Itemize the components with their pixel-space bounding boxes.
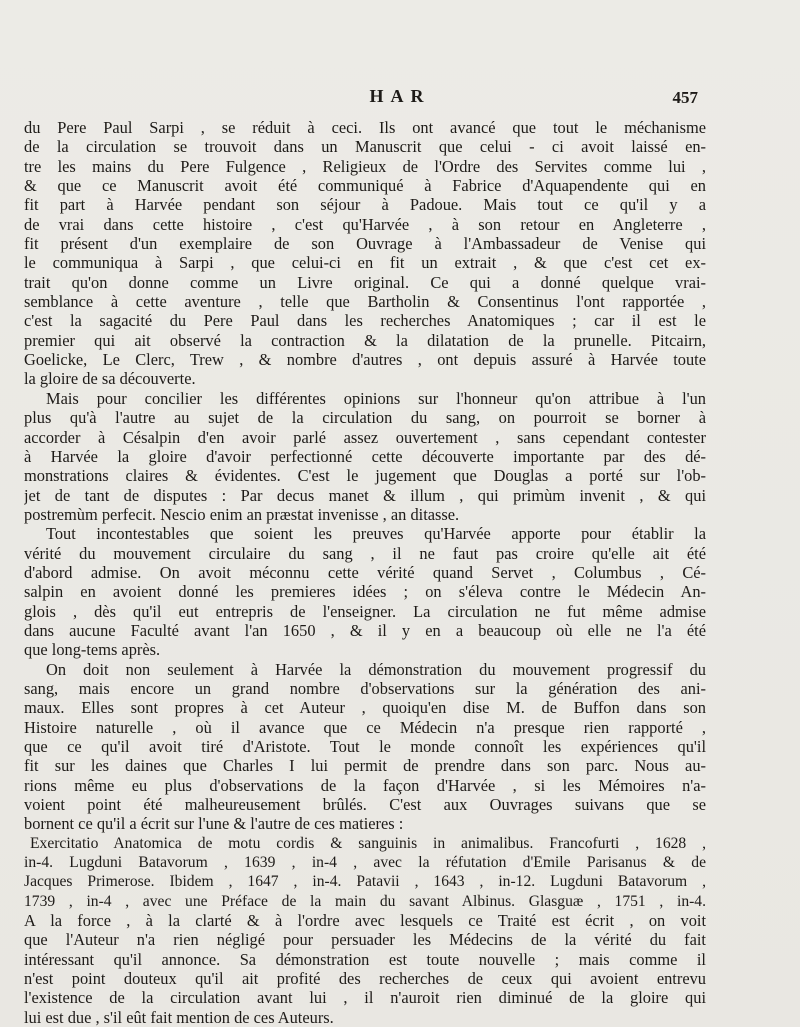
text-line: Exercitatio Anatomica de motu cordis & sanguinis in animalibus. Francofurti , 1628 ,	[30, 834, 706, 852]
text-line: fit présent d'un exemplaire de son Ouvrage à l'Ambassadeur de Venise qui	[24, 234, 706, 254]
text-line: monstrations claires & évidentes. C'est le jugement que Douglas a porté sur l'ob-	[24, 466, 706, 486]
text-line: 1739 , in-4 , avec une Préface de la main du savant Albinus. Glasguæ , 1751 , in-4.	[24, 892, 706, 910]
text-line: de vrai dans cette histoire , c'est qu'Harvée , à son retour en Angleterre ,	[24, 214, 706, 234]
text-line: salpin en avoient donné les premieres idées ; on s'éleva contre le Médecin An-	[24, 582, 706, 602]
text-line: A la force , à la clarté & à l'ordre avec lesquels ce Traité est écrit , on voit	[24, 911, 706, 931]
text-line: jet de tant de disputes : Par decus manet & illum , qui primùm invenit , & qui	[24, 485, 706, 505]
text-line: l'existence de la circulation avant lui , il n'auroit rien diminué de la gloire qui	[24, 988, 706, 1008]
text-line: le communiqua à Sarpi , que celui-ci en fit un extrait , & que c'est cet ex-	[24, 253, 706, 273]
text-line: sang, mais encore un grand nombre d'observations sur la génération des ani-	[24, 678, 706, 698]
text-line: in-4. Lugduni Batavorum , 1639 , in-4 , avec la réfutation d'Emile Parisanus & de	[24, 854, 706, 872]
text-line: n'est point douteux qu'il ait profité des recherches de ceux qui avoient entrevu	[24, 969, 706, 989]
text-line: la gloire de sa découverte.	[24, 369, 196, 389]
text-line: Jacques Primerose. Ibidem , 1647 , in-4. Patavii , 1643 , in-12. Lugduni Batavorum ,	[24, 873, 706, 891]
text-line: Tout incontestables que soient les preuves qu'Harvée apporte pour établir la	[46, 524, 706, 544]
text-line: c'est la sagacité du Pere Paul dans les recherches Anatomiques ; car il est le	[24, 311, 706, 331]
text-line: plus qu'à l'autre au sujet de la circulation du sang, on pourroit se borner à	[24, 408, 706, 428]
text-line: voient point été malheureusement brûlés. C'est aux Ouvrages suivans que se	[24, 795, 706, 815]
text-line: bornent ce qu'il a écrit sur l'une & l'autre de ces matieres :	[24, 814, 404, 834]
text-line: que l'Auteur n'a rien négligé pour persuader les Médecins de la vérité du fait	[24, 930, 706, 950]
text-line: Histoire naturelle , où il avance que ce Médecin n'a presque rien rapporté ,	[24, 717, 706, 737]
running-title: HAR	[369, 86, 431, 106]
body-text	[24, 118, 706, 1027]
text-line: & que ce Manuscrit avoit été communiqué à Fabrice d'Aquapendente qui en	[24, 176, 706, 196]
text-line: fit part à Harvée pendant son séjour à Padoue. Mais tout ce qu'il y a	[24, 195, 706, 215]
text-line: que long-tems après.	[24, 640, 161, 660]
text-line: intéressant qu'il annonce. Sa démonstration est toute nouvelle ; mais comme il	[24, 949, 706, 969]
text-line: postremùm perfecit. Nescio enim an præstat invenisse , an ditasse.	[24, 504, 460, 524]
text-line: dans aucune Faculté avant l'an 1650 , & il y en a beaucoup où elle ne l'a été	[24, 620, 706, 640]
text-line: d'abord admise. On avoit méconnu cette vérité quand Servet , Columbus , Cé-	[24, 562, 706, 582]
text-line: Goelicke, Le Clerc, Trew , & nombre d'autres , ont depuis assuré à Harvée toute	[24, 350, 706, 370]
text-line: à Harvée la gloire d'avoir perfectionné cette découverte importante par des dé-	[24, 446, 706, 466]
text-line: On doit non seulement à Harvée la démonstration du mouvement progressif du	[46, 659, 706, 679]
text-line: trait qu'on donne comme un Livre original. Ce qui a donné quelque vrai-	[24, 272, 706, 292]
text-line: du Pere Paul Sarpi , se réduit à ceci. Ils ont avancé que tout le méchanisme	[24, 118, 706, 137]
text-line: semblance à cette aventure , telle que Bartholin & Consentinus l'ont rapportée ,	[24, 292, 706, 312]
text-line: premier qui ait observé la contraction & la dilatation de la prunelle. Pitcairn,	[24, 330, 706, 350]
page-number: 457	[672, 88, 698, 107]
text-line: tre les mains du Pere Fulgence , Religieux de l'Ordre des Servites comme lui ,	[24, 156, 706, 176]
text-line: accorder à Césalpin d'en avoir parlé assez ouvertement , sans cependant contester	[24, 427, 706, 447]
text-line: fit sur les daines que Charles I lui permit de prendre dans son parc. Nous au-	[24, 756, 706, 776]
text-line: que ce qu'il avoit tiré d'Aristote. Tout le monde connoît les expériences qu'il	[24, 737, 706, 756]
text-line: maux. Elles sont propres à cet Auteur , quoiqu'en dise M. de Buffon dans son	[24, 698, 706, 718]
text-line: lui est due , s'il eût fait mention de ces Auteurs.	[24, 1007, 334, 1027]
text-line: vérité du mouvement circulaire du sang , il ne faut pas croire qu'elle ait été	[24, 543, 706, 563]
text-line: de la circulation se trouvoit dans un Manuscrit que celui - ci avoit laissé en-	[24, 137, 706, 157]
text-line: rions même eu plus d'observations de la façon d'Harvée , si les Mémoires n'a-	[24, 775, 706, 795]
text-line: glois , dès qu'il eut entrepris de l'enseigner. La circulation ne fut même admise	[24, 601, 706, 621]
page-header	[0, 86, 800, 112]
text-line: Mais pour concilier les différentes opinions sur l'honneur qu'on attribue à l'un	[46, 388, 706, 408]
